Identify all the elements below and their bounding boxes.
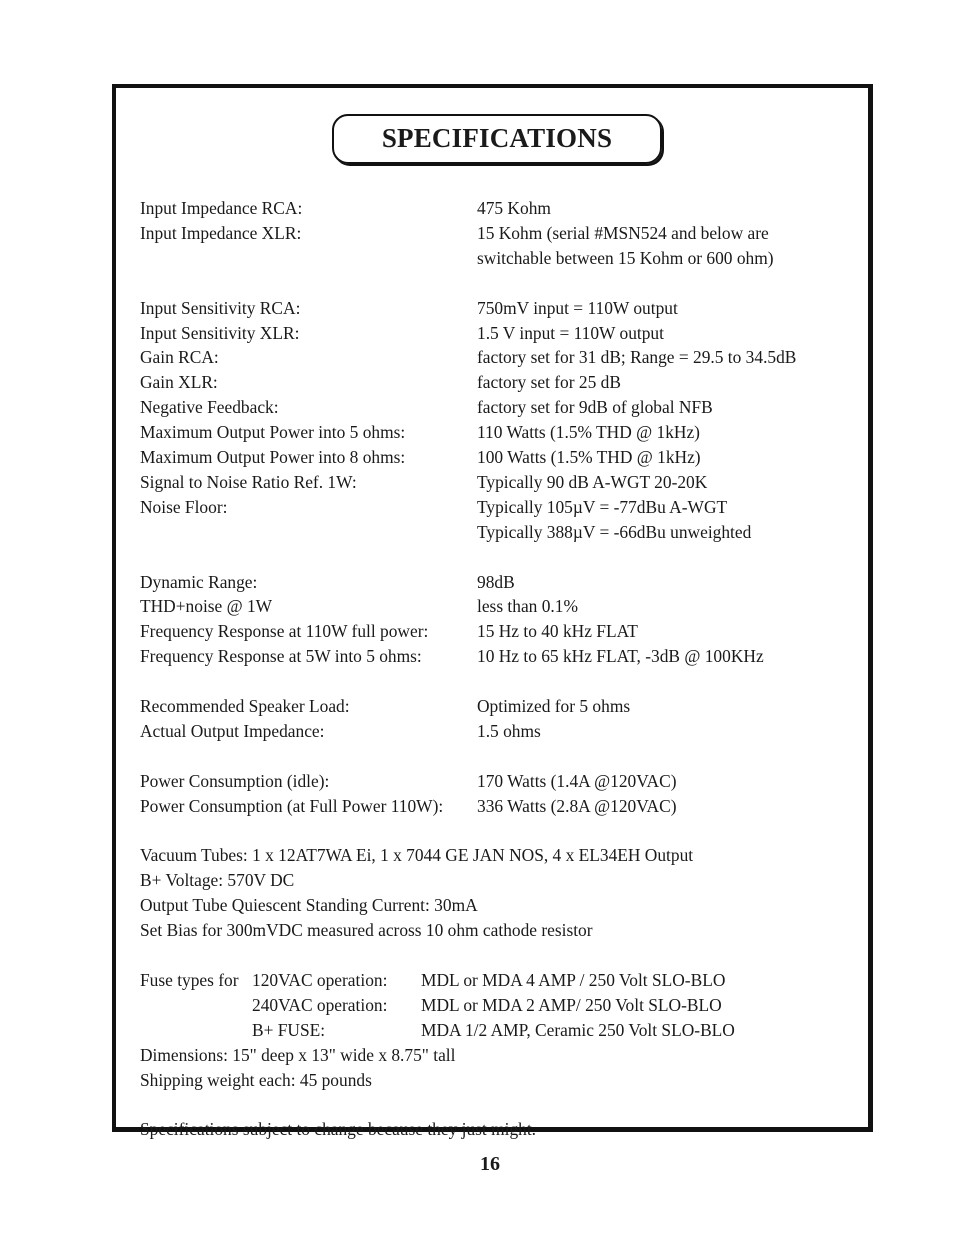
fuse-operation: 120VAC operation: (252, 970, 388, 990)
spec-value: 1.5 V input = 110W output (477, 322, 664, 343)
spec-value: 336 Watts (2.8A @120VAC) (477, 795, 677, 816)
fuse-operation: B+ FUSE: (252, 1019, 326, 1040)
page-title: SPECIFICATIONS (332, 114, 662, 164)
spec-group-input-impedance (140, 196, 860, 271)
spec-label: Dynamic Range: (140, 571, 258, 592)
spec-value: 170 Watts (1.4A @120VAC) (477, 770, 677, 791)
spec-value: 98dB (477, 571, 515, 592)
spec-label: Frequency Response at 5W into 5 ohms: (140, 646, 422, 667)
spec-row (140, 694, 860, 719)
spec-group-speaker-load (140, 694, 860, 744)
spec-value: 15 Kohm (serial #MSN524 and below are (477, 222, 769, 243)
spec-row (140, 246, 860, 271)
spec-row (140, 345, 860, 370)
spec-group-fuses (140, 968, 860, 1093)
spec-row (140, 570, 860, 595)
spec-row (140, 594, 860, 619)
spec-label: Maximum Output Power into 5 ohms: (140, 422, 406, 443)
fuse-value: MDA 1/2 AMP, Ceramic 250 Volt SLO-BLO (421, 1019, 735, 1040)
spec-value: Typically 90 dB A-WGT 20-20K (477, 471, 708, 492)
spec-row (140, 370, 860, 395)
spec-value: factory set for 9dB of global NFB (477, 397, 713, 418)
fuse-heading: Fuse types for (140, 970, 239, 990)
spec-row (140, 520, 860, 545)
fuse-row (140, 1018, 860, 1043)
shipping-weight-line: Shipping weight each: 45 pounds (140, 1069, 372, 1090)
spec-row (140, 619, 860, 644)
spec-value: less than 0.1% (477, 596, 578, 617)
spec-value: 475 Kohm (477, 198, 551, 218)
spec-label: Signal to Noise Ratio Ref. 1W: (140, 471, 357, 492)
spec-value: 110 Watts (1.5% THD @ 1kHz) (477, 422, 700, 443)
spec-label: Gain RCA: (140, 347, 219, 368)
tube-info-line: Output Tube Quiescent Standing Current: 30mA (140, 895, 478, 916)
spec-label: Recommended Speaker Load: (140, 696, 350, 717)
fuse-operation: 240VAC operation: (252, 994, 388, 1015)
spec-label: Negative Feedback: (140, 397, 279, 418)
spec-label: THD+noise @ 1W (140, 596, 273, 617)
spec-value: factory set for 25 dB (477, 372, 621, 393)
spec-row (140, 221, 860, 246)
spec-value: 10 Hz to 65 kHz FLAT, -3dB @ 100KHz (477, 646, 764, 667)
fuse-value: MDL or MDA 4 AMP / 250 Volt SLO-BLO (421, 970, 726, 990)
spec-group-response (140, 570, 860, 670)
tube-info-line: Vacuum Tubes: 1 x 12AT7WA Ei, 1 x 7044 GE JAN NOS, 4 x EL34EH Output (140, 845, 694, 866)
dimensions-line: Dimensions: 15" deep x 13" wide x 8.75" tall (140, 1044, 456, 1065)
spec-value: Typically 105µV = -77dBu A-WGT (477, 496, 728, 517)
spec-value: 15 Hz to 40 kHz FLAT (477, 621, 638, 642)
spec-value: 750mV input = 110W output (477, 297, 678, 318)
spec-label: Input Sensitivity XLR: (140, 322, 300, 343)
spec-value: Optimized for 5 ohms (477, 696, 631, 717)
fuse-value: MDL or MDA 2 AMP/ 250 Volt SLO-BLO (421, 994, 722, 1015)
spec-label: Power Consumption (idle): (140, 770, 330, 791)
spec-row (140, 321, 860, 346)
fuse-row (140, 993, 860, 1018)
tube-info-line: Set Bias for 300mVDC measured across 10 ohm cathode resistor (140, 920, 593, 941)
spec-group-tubes (140, 843, 860, 943)
spec-value: factory set for 31 dB; Range = 29.5 to 34.5dB (477, 347, 797, 368)
spec-label: Power Consumption (at Full Power 110W): (140, 795, 444, 816)
spec-row (140, 445, 860, 470)
spec-content (140, 196, 860, 1142)
spec-value: Typically 388µV = -66dBu unweighted (477, 521, 752, 542)
spec-value: 100 Watts (1.5% THD @ 1kHz) (477, 447, 701, 468)
fuse-row (140, 968, 860, 993)
spec-label: Input Sensitivity RCA: (140, 297, 301, 318)
spec-row (140, 196, 860, 221)
tube-info-line: B+ Voltage: 570V DC (140, 870, 295, 891)
spec-row (140, 794, 860, 819)
spec-row (140, 420, 860, 445)
spec-row (140, 719, 860, 744)
disclaimer: Specifications subject to change because they just might. (140, 1119, 537, 1140)
spec-row (140, 769, 860, 794)
spec-label: Input Impedance RCA: (140, 198, 303, 218)
spec-group-sensitivity (140, 296, 860, 545)
spec-value: 1.5 ohms (477, 720, 541, 741)
spec-row (140, 470, 860, 495)
spec-row (140, 644, 860, 669)
spec-group-power-consumption (140, 769, 860, 819)
spec-label: Gain XLR: (140, 372, 218, 393)
spec-label: Noise Floor: (140, 496, 228, 517)
page-border (112, 84, 873, 1140)
spec-row (140, 296, 860, 321)
spec-label: Frequency Response at 110W full power: (140, 621, 429, 642)
spec-label: Input Impedance XLR: (140, 222, 302, 243)
spec-value: switchable between 15 Kohm or 600 ohm) (477, 247, 774, 268)
spec-row (140, 495, 860, 520)
spec-label: Actual Output Impedance: (140, 720, 325, 741)
spec-row (140, 395, 860, 420)
spec-label: Maximum Output Power into 8 ohms: (140, 447, 406, 468)
page-number: 16 (480, 1153, 500, 1175)
